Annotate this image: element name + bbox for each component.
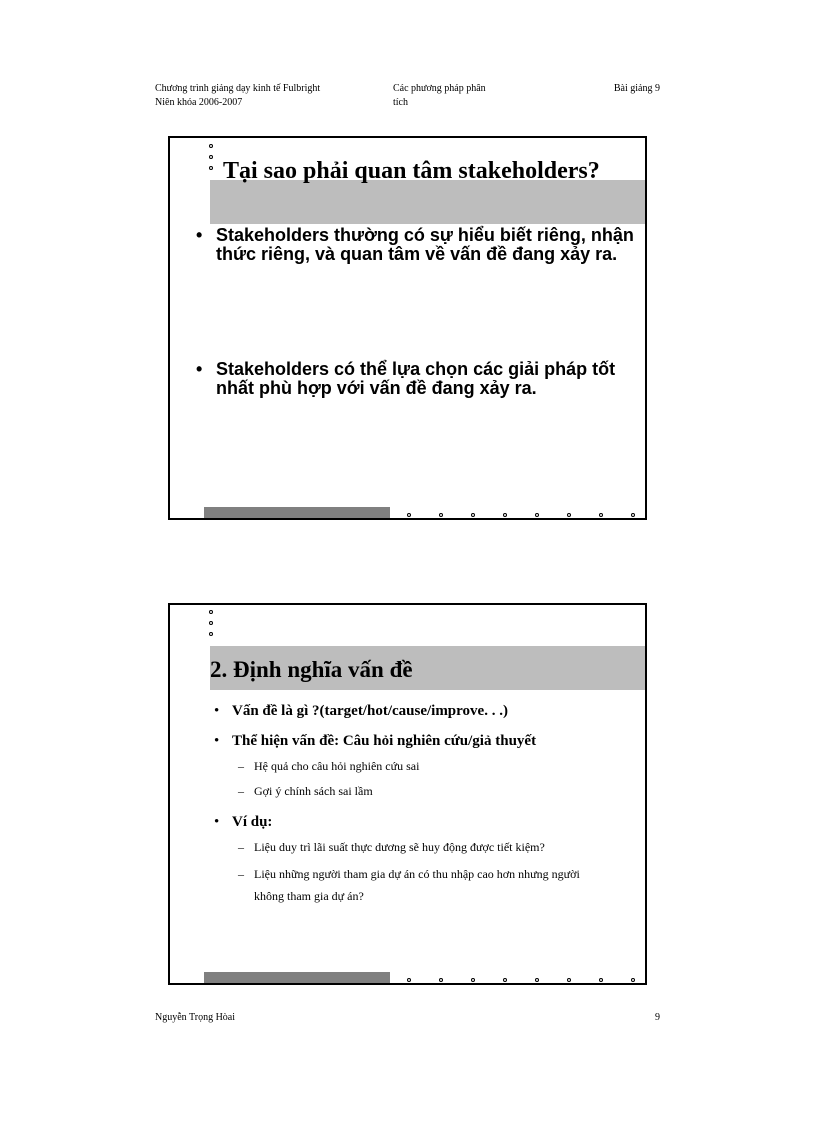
slide-1 bbox=[168, 136, 647, 520]
sub-list-item: – Gợi ý chính sách sai lầm bbox=[238, 784, 373, 798]
bottom-bar bbox=[204, 507, 390, 518]
bottom-bar bbox=[204, 972, 390, 983]
decor-circles-vertical bbox=[209, 610, 213, 643]
sub-list-item: – Liệu những người tham gia dự án có thu nhập cao hơn nhưng người không tham gia dự án? bbox=[238, 867, 580, 903]
header-course-line1: Các phương pháp phân bbox=[393, 83, 486, 94]
header-left bbox=[155, 82, 320, 110]
list-item: • Vấn đề là gì ?(target/hot/cause/improve. . .) bbox=[214, 703, 508, 719]
decor-circles-vertical bbox=[209, 144, 213, 177]
slide-1-title: Tại sao phải quan tâm stakeholders? bbox=[223, 158, 600, 184]
list-item: • Thể hiện vấn đề: Câu hỏi nghiên cứu/giả thuyết bbox=[214, 733, 537, 749]
slide-2-title: 2. Định nghĩa vấn đề bbox=[210, 657, 413, 682]
slide-1-bullet-text: Stakeholders thường có sự hiểu biết riêng, nhận thức riêng, và quan tâm về vấn đề đang xảy ra. bbox=[216, 225, 634, 264]
list-item-text: Thể hiện vấn đề: Câu hỏi nghiên cứu/giả thuyết bbox=[232, 733, 537, 749]
sub-list-item-text: Gợi ý chính sách sai lầm bbox=[254, 784, 373, 798]
list-item: • Ví dụ: bbox=[214, 814, 273, 830]
header-lecture: Bài giảng 9 bbox=[613, 83, 660, 94]
sub-list-item-text: Liệu những người tham gia dự án có thu nhập cao hơn nhưng người không tham gia dự án? bbox=[254, 867, 580, 903]
header-year: Niên khóa 2006-2007 bbox=[155, 97, 243, 108]
footer-author: Nguyễn Trọng Hòai bbox=[155, 1012, 236, 1023]
decor-circles-horizontal bbox=[407, 513, 635, 517]
slide-1-bullet: • Stakeholders thường có sự hiểu biết riêng, nhận thức riêng, và quan tâm về vấn đề đang xảy ra. bbox=[196, 226, 636, 264]
decor-circles-horizontal bbox=[407, 978, 635, 982]
list-item-text: Vấn đề là gì ?(target/hot/cause/improve. . .) bbox=[232, 703, 508, 719]
slide-1-bullet-text: Stakeholders có thể lựa chọn các giải pháp tốt nhất phù hợp với vấn đề đang xảy ra. bbox=[216, 359, 616, 398]
sub-list-item-text: Hệ quả cho câu hỏi nghiên cứu sai bbox=[254, 759, 420, 773]
sub-list-item-text: Liệu duy trì lãi suất thực dương sẽ huy động được tiết kiệm? bbox=[254, 840, 545, 854]
sub-list-item: – Hệ quả cho câu hỏi nghiên cứu sai bbox=[238, 759, 420, 773]
title-band bbox=[210, 180, 647, 224]
header-middle bbox=[393, 82, 513, 110]
slide-2-list bbox=[214, 701, 634, 914]
header-program: Chương trình giảng dạy kinh tế Fulbright bbox=[155, 83, 321, 94]
header-course-line2: tích bbox=[393, 97, 408, 108]
slide-2 bbox=[168, 603, 647, 985]
slide-1-bullet: • Stakeholders có thể lựa chọn các giải pháp tốt nhất phù hợp với vấn đề đang xảy ra. bbox=[196, 360, 636, 398]
list-item-text: Ví dụ: bbox=[232, 814, 273, 830]
sub-list-item: – Liệu duy trì lãi suất thực dương sẽ huy động được tiết kiệm? bbox=[238, 840, 545, 854]
footer-page-number: 9 bbox=[655, 1012, 660, 1023]
